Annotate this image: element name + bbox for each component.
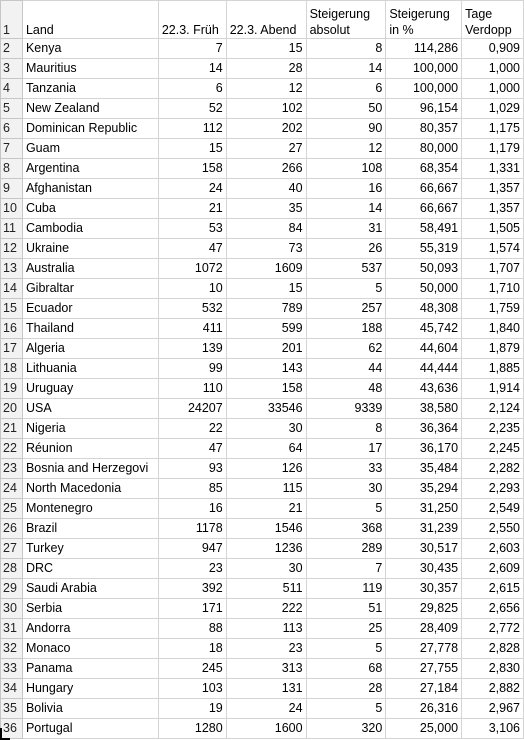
table-row [1, 699, 524, 719]
cell-abend[interactable]: 511 [226, 579, 306, 599]
cell-steigerung-prozent[interactable]: 31,250 [386, 499, 462, 519]
cell-abend[interactable]: 266 [226, 159, 306, 179]
row-number[interactable]: 26 [1, 519, 23, 539]
table-row [1, 79, 524, 99]
cell-steigerung-prozent[interactable]: 100,000 [386, 79, 462, 99]
cell-land[interactable]: USA [22, 399, 158, 419]
cell-steigerung-prozent[interactable]: 80,357 [386, 119, 462, 139]
cell-steigerung-prozent[interactable]: 50,000 [386, 279, 462, 299]
row-number[interactable]: 6 [1, 119, 23, 139]
cell-steigerung-absolut[interactable]: 368 [306, 519, 386, 539]
cell-steigerung-absolut[interactable]: 33 [306, 459, 386, 479]
cell-frueh[interactable]: 103 [158, 679, 226, 699]
cell-steigerung-prozent[interactable]: 48,308 [386, 299, 462, 319]
cell-land[interactable]: Afghanistan [22, 179, 158, 199]
cell-tage-verdopp[interactable]: 1,000 [462, 79, 524, 99]
cell-frueh[interactable]: 139 [158, 339, 226, 359]
row-number[interactable]: 9 [1, 179, 23, 199]
cell-abend[interactable]: 12 [226, 79, 306, 99]
header-frueh[interactable]: 22.3. Früh [158, 1, 226, 39]
cell-tage-verdopp[interactable]: 2,603 [462, 539, 524, 559]
cell-steigerung-prozent[interactable]: 25,000 [386, 719, 462, 739]
cell-abend[interactable]: 24 [226, 699, 306, 719]
row-number[interactable]: 18 [1, 359, 23, 379]
cell-frueh[interactable]: 1178 [158, 519, 226, 539]
cell-land[interactable]: Cambodia [22, 219, 158, 239]
cell-abend[interactable]: 143 [226, 359, 306, 379]
cell-land[interactable]: Andorra [22, 619, 158, 639]
cell-tage-verdopp[interactable]: 0,909 [462, 39, 524, 59]
cell-tage-verdopp[interactable]: 1,710 [462, 279, 524, 299]
header-land[interactable]: Land [22, 1, 158, 39]
cell-steigerung-absolut[interactable]: 5 [306, 499, 386, 519]
row-number[interactable]: 1 [1, 1, 23, 39]
table-row [1, 399, 524, 419]
cell-frueh[interactable]: 52 [158, 99, 226, 119]
table-row [1, 319, 524, 339]
cell-land[interactable]: New Zealand [22, 99, 158, 119]
table-row [1, 59, 524, 79]
table-row [1, 479, 524, 499]
cell-frueh[interactable]: 23 [158, 559, 226, 579]
cell-abend[interactable]: 1600 [226, 719, 306, 739]
row-number[interactable]: 36 [1, 719, 23, 739]
cell-land[interactable]: Kenya [22, 39, 158, 59]
cell-land[interactable]: Monaco [22, 639, 158, 659]
cell-abend[interactable]: 40 [226, 179, 306, 199]
row-number[interactable]: 16 [1, 319, 23, 339]
row-number[interactable]: 32 [1, 639, 23, 659]
cell-abend[interactable]: 789 [226, 299, 306, 319]
cell-land[interactable]: DRC [22, 559, 158, 579]
table-row [1, 239, 524, 259]
table-row [1, 619, 524, 639]
cell-steigerung-prozent[interactable]: 100,000 [386, 59, 462, 79]
cell-steigerung-prozent[interactable]: 44,444 [386, 359, 462, 379]
cell-steigerung-absolut[interactable]: 289 [306, 539, 386, 559]
cell-frueh[interactable]: 53 [158, 219, 226, 239]
cell-abend[interactable]: 126 [226, 459, 306, 479]
cell-abend[interactable]: 1546 [226, 519, 306, 539]
cell-steigerung-absolut[interactable]: 257 [306, 299, 386, 319]
cell-steigerung-prozent[interactable]: 50,093 [386, 259, 462, 279]
cell-land[interactable]: Tanzania [22, 79, 158, 99]
cell-abend[interactable]: 131 [226, 679, 306, 699]
cell-tage-verdopp[interactable]: 1,029 [462, 99, 524, 119]
cell-frueh[interactable]: 99 [158, 359, 226, 379]
cell-frueh[interactable]: 411 [158, 319, 226, 339]
cell-land[interactable]: North Macedonia [22, 479, 158, 499]
cell-frueh[interactable]: 112 [158, 119, 226, 139]
table-row [1, 339, 524, 359]
cell-steigerung-prozent[interactable]: 26,316 [386, 699, 462, 719]
cell-steigerung-absolut[interactable]: 8 [306, 39, 386, 59]
cell-tage-verdopp[interactable]: 1,175 [462, 119, 524, 139]
cell-abend[interactable]: 27 [226, 139, 306, 159]
header-steigerung-absolut[interactable]: Steigerung absolut [306, 1, 386, 39]
cell-frueh[interactable]: 15 [158, 139, 226, 159]
cell-frueh[interactable]: 392 [158, 579, 226, 599]
cell-steigerung-prozent[interactable]: 27,778 [386, 639, 462, 659]
cell-tage-verdopp[interactable]: 2,656 [462, 599, 524, 619]
cell-tage-verdopp[interactable]: 1,840 [462, 319, 524, 339]
cell-abend[interactable]: 21 [226, 499, 306, 519]
cell-frueh[interactable]: 19 [158, 699, 226, 719]
cell-land[interactable]: Hungary [22, 679, 158, 699]
row-number[interactable]: 7 [1, 139, 23, 159]
row-number[interactable]: 12 [1, 239, 23, 259]
row-number[interactable]: 34 [1, 679, 23, 699]
cell-steigerung-prozent[interactable]: 66,667 [386, 179, 462, 199]
cell-steigerung-prozent[interactable]: 43,636 [386, 379, 462, 399]
cell-land[interactable]: Saudi Arabia [22, 579, 158, 599]
row-number[interactable]: 8 [1, 159, 23, 179]
cell-steigerung-prozent[interactable]: 30,435 [386, 559, 462, 579]
header-steigerung-prozent[interactable]: Steigerung in % [386, 1, 462, 39]
table-row [1, 199, 524, 219]
cell-land[interactable]: Guam [22, 139, 158, 159]
cell-frueh[interactable]: 245 [158, 659, 226, 679]
table-row [1, 99, 524, 119]
cell-frueh[interactable]: 24 [158, 179, 226, 199]
header-tage-verdopp[interactable]: Tage Verdopp [462, 1, 524, 39]
row-number[interactable]: 17 [1, 339, 23, 359]
cell-steigerung-prozent[interactable]: 55,319 [386, 239, 462, 259]
row-number[interactable]: 4 [1, 79, 23, 99]
row-number[interactable]: 25 [1, 499, 23, 519]
row-number[interactable]: 24 [1, 479, 23, 499]
table-row [1, 659, 524, 679]
cell-tage-verdopp[interactable]: 1,331 [462, 159, 524, 179]
row-number[interactable]: 2 [1, 39, 23, 59]
cell-frueh[interactable]: 14 [158, 59, 226, 79]
cell-abend[interactable]: 35 [226, 199, 306, 219]
cell-steigerung-prozent[interactable]: 80,000 [386, 139, 462, 159]
cell-steigerung-prozent[interactable]: 45,742 [386, 319, 462, 339]
cursor-mark [0, 728, 10, 740]
cell-steigerung-absolut[interactable]: 14 [306, 59, 386, 79]
cell-steigerung-prozent[interactable]: 27,184 [386, 679, 462, 699]
table-row [1, 379, 524, 399]
cell-steigerung-prozent[interactable]: 38,580 [386, 399, 462, 419]
cell-frueh[interactable]: 21 [158, 199, 226, 219]
cell-steigerung-absolut[interactable]: 12 [306, 139, 386, 159]
table-row [1, 359, 524, 379]
cell-steigerung-prozent[interactable]: 58,491 [386, 219, 462, 239]
cell-steigerung-absolut[interactable]: 8 [306, 419, 386, 439]
cell-abend[interactable]: 102 [226, 99, 306, 119]
cell-tage-verdopp[interactable]: 1,000 [462, 59, 524, 79]
cell-land[interactable]: Argentina [22, 159, 158, 179]
cell-tage-verdopp[interactable]: 2,293 [462, 479, 524, 499]
cell-steigerung-absolut[interactable]: 51 [306, 599, 386, 619]
row-number[interactable]: 10 [1, 199, 23, 219]
table-row [1, 559, 524, 579]
cell-tage-verdopp[interactable]: 2,282 [462, 459, 524, 479]
cell-abend[interactable]: 313 [226, 659, 306, 679]
cell-tage-verdopp[interactable]: 2,550 [462, 519, 524, 539]
cell-land[interactable]: Thailand [22, 319, 158, 339]
table-row [1, 599, 524, 619]
header-row [1, 1, 524, 39]
cell-abend[interactable]: 73 [226, 239, 306, 259]
cell-steigerung-prozent[interactable]: 30,517 [386, 539, 462, 559]
cell-frueh[interactable]: 22 [158, 419, 226, 439]
table-row [1, 499, 524, 519]
cell-frueh[interactable]: 18 [158, 639, 226, 659]
cell-land[interactable]: Turkey [22, 539, 158, 559]
cell-steigerung-prozent[interactable]: 36,170 [386, 439, 462, 459]
cell-land[interactable]: Ukraine [22, 239, 158, 259]
cell-steigerung-absolut[interactable]: 28 [306, 679, 386, 699]
cell-steigerung-absolut[interactable]: 62 [306, 339, 386, 359]
row-number[interactable]: 35 [1, 699, 23, 719]
cell-steigerung-prozent[interactable]: 44,604 [386, 339, 462, 359]
cell-steigerung-prozent[interactable]: 68,354 [386, 159, 462, 179]
cell-frueh[interactable]: 85 [158, 479, 226, 499]
row-number[interactable]: 15 [1, 299, 23, 319]
cell-land[interactable]: Dominican Republic [22, 119, 158, 139]
cell-tage-verdopp[interactable]: 2,235 [462, 419, 524, 439]
table-row [1, 299, 524, 319]
cell-tage-verdopp[interactable]: 1,574 [462, 239, 524, 259]
table-row [1, 279, 524, 299]
table-row [1, 419, 524, 439]
cell-land[interactable]: Gibraltar [22, 279, 158, 299]
row-number[interactable]: 14 [1, 279, 23, 299]
cell-steigerung-absolut[interactable]: 30 [306, 479, 386, 499]
cell-steigerung-absolut[interactable]: 5 [306, 279, 386, 299]
cell-abend[interactable]: 1236 [226, 539, 306, 559]
cell-abend[interactable]: 222 [226, 599, 306, 619]
row-number[interactable]: 22 [1, 439, 23, 459]
cell-frueh[interactable]: 158 [158, 159, 226, 179]
header-abend[interactable]: 22.3. Abend [226, 1, 306, 39]
cell-land[interactable]: Lithuania [22, 359, 158, 379]
cell-abend[interactable]: 599 [226, 319, 306, 339]
table-row [1, 159, 524, 179]
table-row [1, 519, 524, 539]
cell-frueh[interactable]: 7 [158, 39, 226, 59]
cell-abend[interactable]: 15 [226, 39, 306, 59]
cell-frueh[interactable]: 47 [158, 439, 226, 459]
cell-steigerung-prozent[interactable]: 29,825 [386, 599, 462, 619]
cell-abend[interactable]: 113 [226, 619, 306, 639]
cell-frueh[interactable]: 110 [158, 379, 226, 399]
cell-steigerung-absolut[interactable]: 25 [306, 619, 386, 639]
cell-steigerung-absolut[interactable]: 108 [306, 159, 386, 179]
row-number[interactable]: 33 [1, 659, 23, 679]
cell-frueh[interactable]: 47 [158, 239, 226, 259]
table-row [1, 439, 524, 459]
cell-frueh[interactable]: 1072 [158, 259, 226, 279]
cell-tage-verdopp[interactable]: 2,124 [462, 399, 524, 419]
row-number[interactable]: 19 [1, 379, 23, 399]
cell-land[interactable]: Uruguay [22, 379, 158, 399]
row-number[interactable]: 3 [1, 59, 23, 79]
cell-tage-verdopp[interactable]: 1,357 [462, 179, 524, 199]
table-row [1, 139, 524, 159]
cell-steigerung-prozent[interactable]: 27,755 [386, 659, 462, 679]
table-row [1, 119, 524, 139]
cell-frueh[interactable]: 24207 [158, 399, 226, 419]
table-row [1, 679, 524, 699]
cell-steigerung-prozent[interactable]: 66,667 [386, 199, 462, 219]
row-number[interactable]: 31 [1, 619, 23, 639]
cell-steigerung-absolut[interactable]: 44 [306, 359, 386, 379]
cell-land[interactable]: Serbia [22, 599, 158, 619]
cell-tage-verdopp[interactable]: 2,609 [462, 559, 524, 579]
table-row [1, 459, 524, 479]
cell-tage-verdopp[interactable]: 1,879 [462, 339, 524, 359]
cell-land[interactable]: Australia [22, 259, 158, 279]
table-row [1, 179, 524, 199]
cell-land[interactable]: Réunion [22, 439, 158, 459]
row-number[interactable]: 21 [1, 419, 23, 439]
table-row [1, 219, 524, 239]
cell-steigerung-absolut[interactable]: 26 [306, 239, 386, 259]
cell-steigerung-absolut[interactable]: 50 [306, 99, 386, 119]
cell-steigerung-absolut[interactable]: 6 [306, 79, 386, 99]
cell-frueh[interactable]: 947 [158, 539, 226, 559]
cell-tage-verdopp[interactable]: 2,967 [462, 699, 524, 719]
cell-steigerung-absolut[interactable]: 16 [306, 179, 386, 199]
cell-tage-verdopp[interactable]: 2,882 [462, 679, 524, 699]
cell-abend[interactable]: 84 [226, 219, 306, 239]
cell-tage-verdopp[interactable]: 1,357 [462, 199, 524, 219]
cell-frueh[interactable]: 1280 [158, 719, 226, 739]
cell-land[interactable]: Montenegro [22, 499, 158, 519]
cell-steigerung-prozent[interactable]: 35,294 [386, 479, 462, 499]
cell-abend[interactable]: 64 [226, 439, 306, 459]
row-number[interactable]: 5 [1, 99, 23, 119]
cell-steigerung-absolut[interactable]: 14 [306, 199, 386, 219]
cell-steigerung-prozent[interactable]: 36,364 [386, 419, 462, 439]
cell-abend[interactable]: 115 [226, 479, 306, 499]
cell-steigerung-absolut[interactable]: 5 [306, 699, 386, 719]
cell-tage-verdopp[interactable]: 2,772 [462, 619, 524, 639]
cell-land[interactable]: Panama [22, 659, 158, 679]
cell-tage-verdopp[interactable]: 3,106 [462, 719, 524, 739]
cell-steigerung-prozent[interactable]: 31,239 [386, 519, 462, 539]
cell-abend[interactable]: 28 [226, 59, 306, 79]
cell-frueh[interactable]: 6 [158, 79, 226, 99]
cell-abend[interactable]: 33546 [226, 399, 306, 419]
cell-land[interactable]: Bolivia [22, 699, 158, 719]
cell-abend[interactable]: 201 [226, 339, 306, 359]
cell-frueh[interactable]: 532 [158, 299, 226, 319]
cell-tage-verdopp[interactable]: 1,505 [462, 219, 524, 239]
cell-steigerung-absolut[interactable]: 5 [306, 639, 386, 659]
cell-frueh[interactable]: 88 [158, 619, 226, 639]
cell-steigerung-absolut[interactable]: 9339 [306, 399, 386, 419]
cell-tage-verdopp[interactable]: 2,549 [462, 499, 524, 519]
row-number[interactable]: 23 [1, 459, 23, 479]
cell-steigerung-absolut[interactable]: 17 [306, 439, 386, 459]
cell-tage-verdopp[interactable]: 2,828 [462, 639, 524, 659]
row-number[interactable]: 13 [1, 259, 23, 279]
cell-abend[interactable]: 30 [226, 559, 306, 579]
cell-steigerung-absolut[interactable]: 537 [306, 259, 386, 279]
cell-steigerung-absolut[interactable]: 90 [306, 119, 386, 139]
row-number[interactable]: 11 [1, 219, 23, 239]
row-number[interactable]: 20 [1, 399, 23, 419]
cell-abend[interactable]: 1609 [226, 259, 306, 279]
cell-land[interactable]: Ecuador [22, 299, 158, 319]
cell-frueh[interactable]: 10 [158, 279, 226, 299]
cell-steigerung-prozent[interactable]: 35,484 [386, 459, 462, 479]
cell-steigerung-absolut[interactable]: 68 [306, 659, 386, 679]
cell-steigerung-absolut[interactable]: 320 [306, 719, 386, 739]
cell-abend[interactable]: 158 [226, 379, 306, 399]
cell-frueh[interactable]: 93 [158, 459, 226, 479]
cell-frueh[interactable]: 16 [158, 499, 226, 519]
cell-land[interactable]: Nigeria [22, 419, 158, 439]
cell-abend[interactable]: 202 [226, 119, 306, 139]
table-row [1, 579, 524, 599]
table-row [1, 539, 524, 559]
cell-tage-verdopp[interactable]: 1,914 [462, 379, 524, 399]
cell-tage-verdopp[interactable]: 1,759 [462, 299, 524, 319]
cell-steigerung-prozent[interactable]: 30,357 [386, 579, 462, 599]
row-number[interactable]: 28 [1, 559, 23, 579]
cell-steigerung-absolut[interactable]: 119 [306, 579, 386, 599]
row-number[interactable]: 29 [1, 579, 23, 599]
table-row [1, 259, 524, 279]
cell-steigerung-prozent[interactable]: 114,286 [386, 39, 462, 59]
cell-land[interactable]: Cuba [22, 199, 158, 219]
cell-frueh[interactable]: 171 [158, 599, 226, 619]
table-row [1, 39, 524, 59]
cell-abend[interactable]: 30 [226, 419, 306, 439]
cell-land[interactable]: Brazil [22, 519, 158, 539]
cell-abend[interactable]: 15 [226, 279, 306, 299]
cell-tage-verdopp[interactable]: 2,830 [462, 659, 524, 679]
cell-tage-verdopp[interactable]: 2,615 [462, 579, 524, 599]
cell-steigerung-prozent[interactable]: 96,154 [386, 99, 462, 119]
cell-land[interactable]: Bosnia and Herzegovi [22, 459, 158, 479]
table-row [1, 719, 524, 739]
cell-abend[interactable]: 23 [226, 639, 306, 659]
table-row [1, 639, 524, 659]
cell-land[interactable]: Mauritius [22, 59, 158, 79]
cell-tage-verdopp[interactable]: 1,179 [462, 139, 524, 159]
row-number[interactable]: 27 [1, 539, 23, 559]
cell-tage-verdopp[interactable]: 1,885 [462, 359, 524, 379]
cell-steigerung-absolut[interactable]: 48 [306, 379, 386, 399]
cell-tage-verdopp[interactable]: 1,707 [462, 259, 524, 279]
cell-steigerung-prozent[interactable]: 28,409 [386, 619, 462, 639]
cell-land[interactable]: Portugal [22, 719, 158, 739]
cell-land[interactable]: Algeria [22, 339, 158, 359]
cell-steigerung-absolut[interactable]: 31 [306, 219, 386, 239]
cell-steigerung-absolut[interactable]: 188 [306, 319, 386, 339]
cell-tage-verdopp[interactable]: 2,245 [462, 439, 524, 459]
row-number[interactable]: 30 [1, 599, 23, 619]
cell-steigerung-absolut[interactable]: 7 [306, 559, 386, 579]
